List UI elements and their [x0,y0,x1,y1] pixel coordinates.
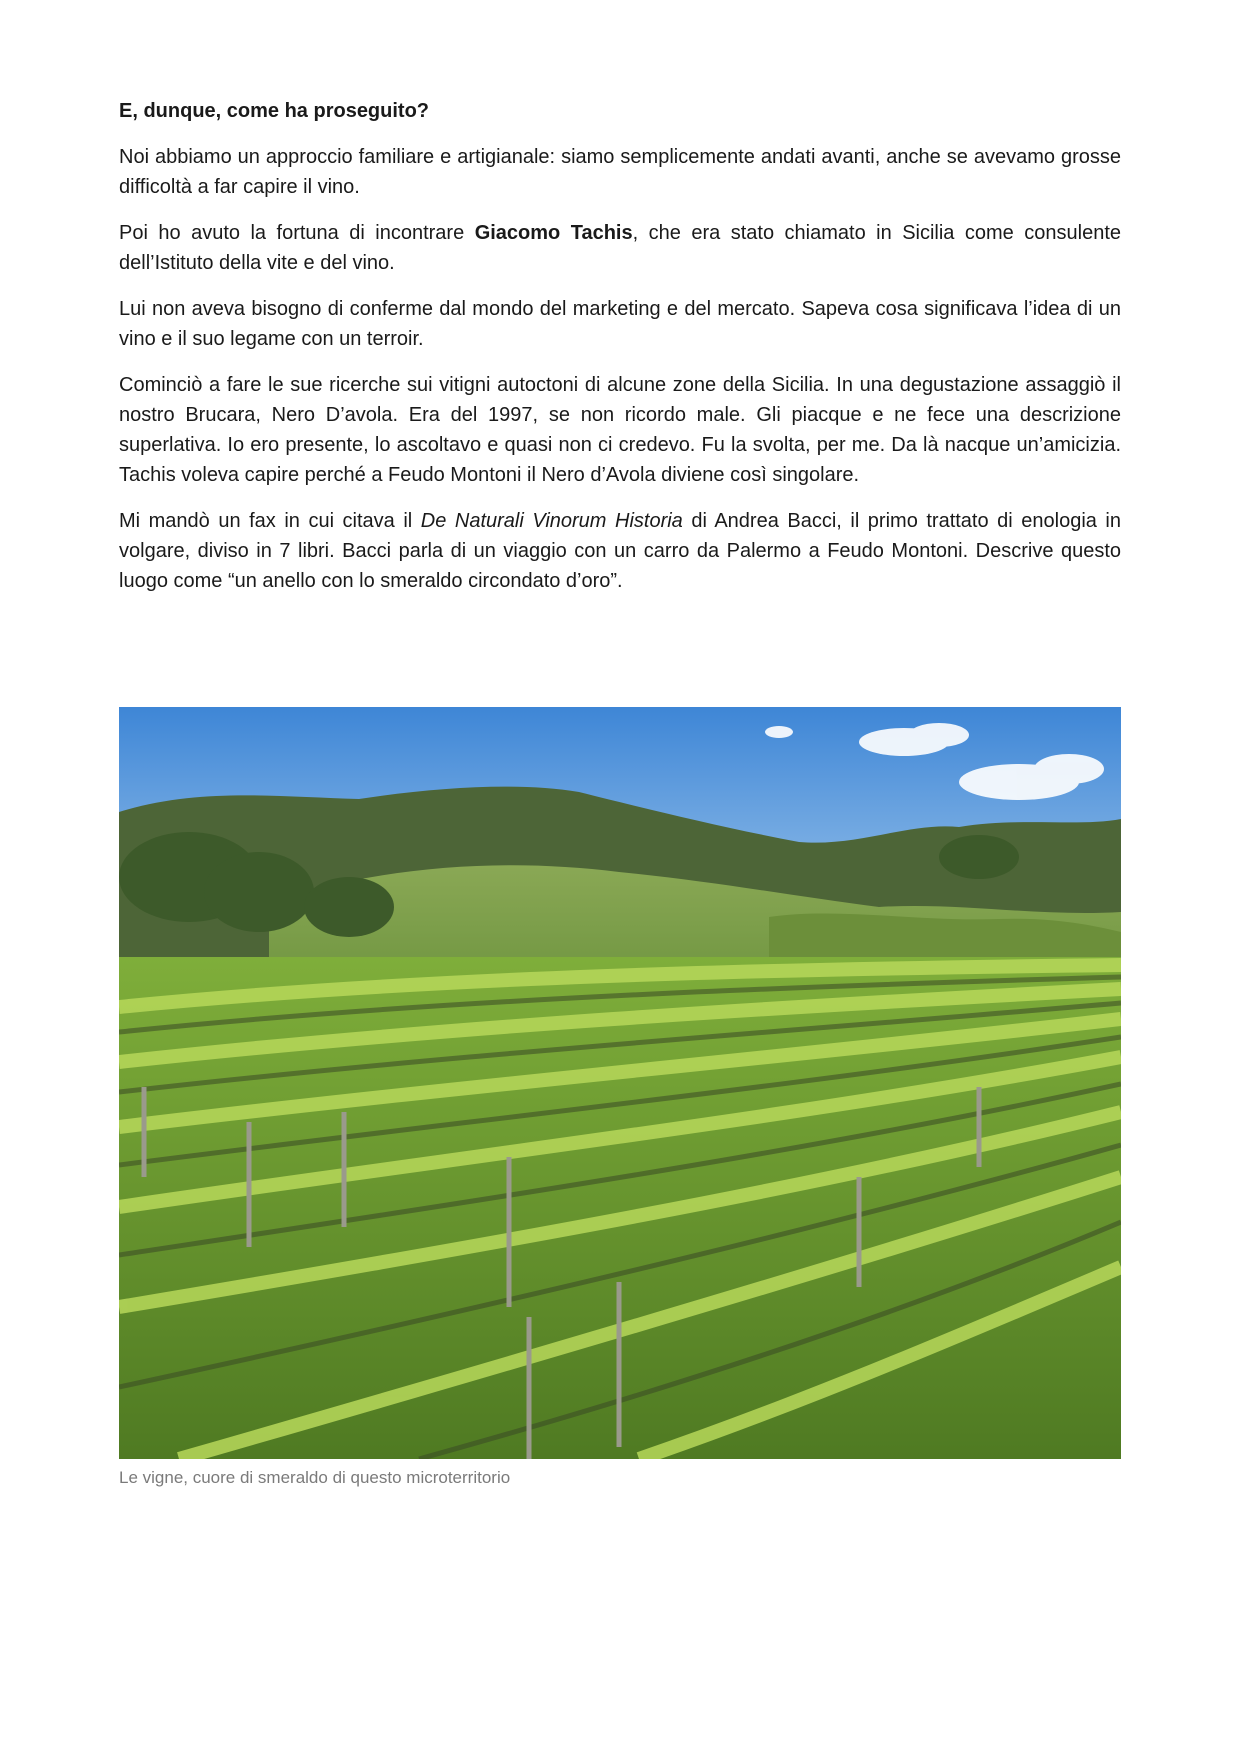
photo-caption: Le vigne, cuore di smeraldo di questo microterritorio [119,1468,511,1487]
paragraph-3: Lui non aveva bisogno di conferme dal mondo del marketing e del mercato. Sapeva cosa significava l’idea di un vino e il suo legame con un terroir. [119,298,1121,350]
paragraph-4: Cominciò a fare le sue ricerche sui vitigni autoctoni di alcune zone della Sicilia. In una degustazione assaggiò il nostro Brucara, Nero D’avola. Era del 1997, se non ricordo male. Gli piacque e ne fece una descrizione superlativa. Io ero presente, lo ascoltavo e quasi non ci credevo. Fu la svolta, per me. Da là nacque un’amicizia. Tachis voleva capire perché a Feudo Montoni il Nero d’Avola diviene così singolare. [119,374,1121,486]
paragraph-5 [119,506,1121,596]
paragraph-1: Noi abbiamo un approccio familiare e artigianale: siamo semplicemente andati avanti, anche se avevamo grosse difficoltà a far capire il vino. [119,146,1121,198]
section-heading: E, dunque, come ha proseguito? [119,100,430,122]
paragraph-2-start: Poi ho avuto la fortuna di incontrare [119,222,475,244]
paragraph-5-start: Mi mandò un fax in cui citava il [119,510,421,532]
paragraph-5-end: di Andrea Bacci, il primo trattato di enologia in volgare, diviso in 7 libri. Bacci parla di un viaggio con un carro da Palermo a Feudo Montoni. Descrive questo luogo come “un anello con lo smeraldo circondato d’oro”. [119,510,1121,592]
article-body [119,96,1121,612]
person-name-bold: Giacomo Tachis [474,222,633,244]
vineyard-photo [119,707,1121,1459]
paragraph-2 [119,218,1121,278]
book-title-italic: De Naturali Vinorum Historia [420,510,683,532]
paragraph-2-end: , che era stato chiamato in Sicilia come consulente dell’Istituto della vite e del vino. [119,222,1122,274]
